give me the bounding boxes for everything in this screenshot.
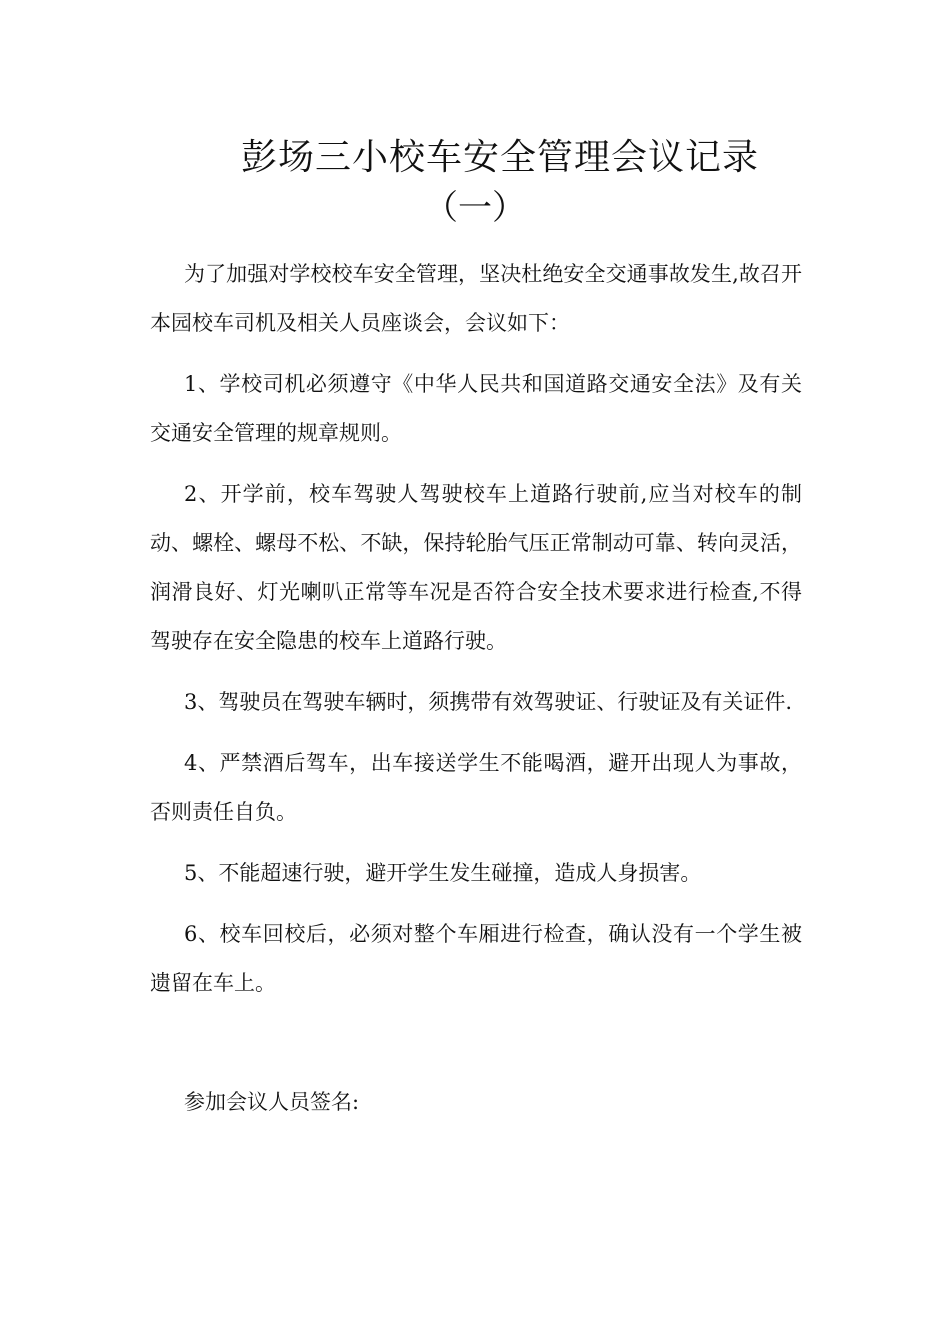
rule-item-4: 4、严禁酒后驾车，出车接送学生不能喝酒，避开出现人为事故，否则责任自负。 bbox=[150, 751, 802, 824]
document-subtitle: （一） bbox=[424, 188, 526, 228]
rule-item-6: 6、校车回校后，必须对整个车厢进行检查，确认没有一个学生被遗留在车上。 bbox=[150, 922, 802, 995]
document-body bbox=[150, 250, 802, 1020]
signature-label: 参加会议人员签名: bbox=[184, 1090, 360, 1114]
rule-item-1: 1、学校司机必须遵守《中华人民共和国道路交通安全法》及有关交通安全管理的规章规则。 bbox=[150, 372, 802, 445]
document-title: 彭场三小校车安全管理会议记录 bbox=[240, 137, 759, 178]
rule-item-2: 2、开学前，校车驾驶人驾驶校车上道路行驶前,应当对校车的制动、螺栓、螺母不松、不缺，保持轮胎气压正常制动可靠、转向灵活，润滑良好、灯光喇叭正常等车况是否符合安全技术要求进行检查,不得驾驶存在安全隐患的校车上道路行驶。 bbox=[150, 482, 802, 653]
rule-item-3: 3、驾驶员在驾驶车辆时，须携带有效驾驶证、行驶证及有关证件. bbox=[184, 690, 793, 714]
rule-item-5: 5、不能超速行驶，避开学生发生碰撞，造成人身损害。 bbox=[184, 861, 702, 885]
intro-paragraph: 为了加强对学校校车安全管理，坚决杜绝安全交通事故发生,故召开本园校车司机及相关人员座谈会，会议如下： bbox=[150, 262, 802, 335]
